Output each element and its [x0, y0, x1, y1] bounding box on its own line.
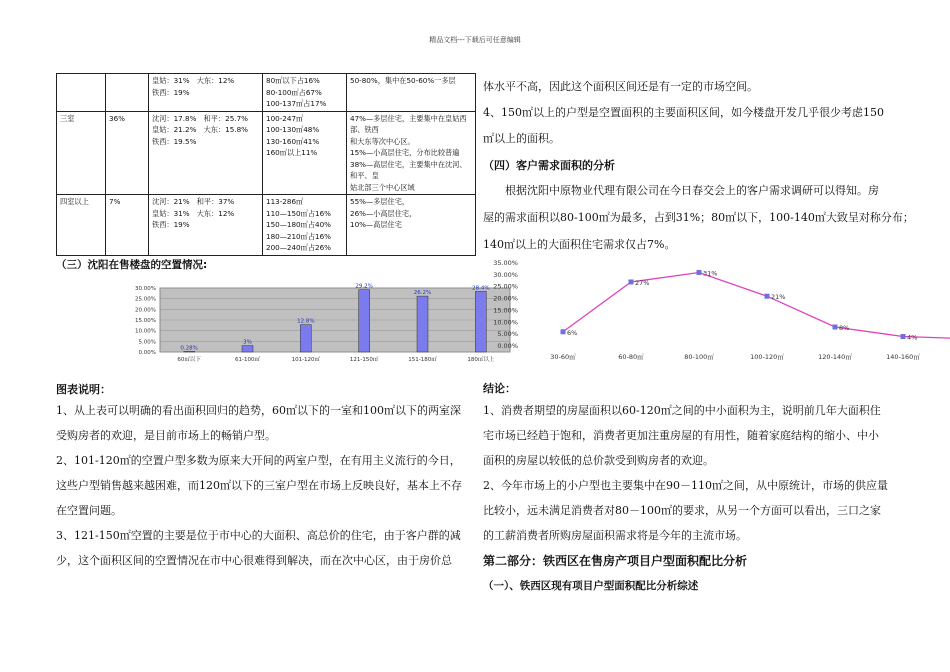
row-type-cell: 三室	[57, 111, 106, 195]
row-districts-cell	[149, 195, 263, 256]
left-paragraph-3: 3、121-150㎡空置的主要是位于市中心的大面积、高总价的住宅，由于客户群的减少，这个面积区间的空置情况在市中心很难得到解决，而在次中心区，由于房价总	[56, 529, 461, 567]
conclusion-line-2: 宅市场已经趋于饱和，消费者更加注重房屋的有用性，随着家庭结构的缩小、中小	[483, 429, 879, 442]
cell-line: 皇姑：31% 大东：12%	[152, 208, 235, 218]
conclusion-line-4: 2、今年市场上的小户型也主要集中在90－110㎡之间，从中原统计，市场的供应量	[483, 479, 888, 492]
cell-line: 15%—小高层住宅，分布比较普遍	[350, 148, 460, 157]
cell-line: 38%—高层住宅，主要集中在沈河、和平、皇	[350, 159, 467, 180]
y-tick-label: 15.00%	[135, 318, 156, 324]
section4-text	[483, 177, 950, 258]
cell-line: 皇姑：31% 大东：12%	[152, 76, 235, 85]
row-area-cell	[263, 195, 347, 256]
cell-line: 铁西：19%	[152, 220, 190, 229]
conclusion-line-5: 比较小，远未满足消费者对80－100㎡的要求，从另一个方面可以看出，三口之家	[483, 504, 881, 517]
cell-line: 80-100㎡占67%	[266, 87, 322, 97]
row-pct-cell: 7%	[106, 195, 149, 256]
y-tick-label: 5.00%	[497, 330, 518, 339]
conclusion-line-1: 1、消费者期望的房屋面积以60-120㎡之间的中小面积为主，说明前几年大面积住	[483, 404, 881, 417]
cell-line: 沈河：17.8% 和平：25.7%	[152, 113, 248, 123]
part2-title: 第二部分：铁西区在售房产项目户型面积配比分析	[483, 554, 748, 568]
demand-line-chart	[483, 255, 950, 367]
area-distribution-table	[56, 73, 476, 256]
y-tick-label: 35.00%	[493, 259, 518, 267]
bar-value-label: 3%	[243, 339, 252, 346]
bar-value-label: 0.28%	[180, 345, 198, 352]
x-tick-label: 151-180㎡	[408, 357, 437, 363]
conclusion-line-3: 面积的房屋以较低的总价款受到购房者的欢迎。	[483, 454, 714, 467]
cell-line: 铁西：19.5%	[152, 136, 197, 146]
section4-line-3: 140㎡以上的大面积住宅需求仅占7%。	[483, 238, 676, 251]
cell-line: 100-247㎡	[266, 113, 304, 123]
conclusion-text	[483, 398, 950, 548]
chart-explain-title: 图表说明：	[56, 383, 111, 396]
cell-line: 130-160㎡41%	[266, 136, 320, 146]
left-paragraphs	[56, 398, 471, 573]
cell-line: 铁西：19%	[152, 87, 190, 97]
cell-line: 50-80%，集中在50-60%一多层	[350, 76, 456, 85]
y-tick-label: 25.00%	[135, 296, 156, 303]
y-tick-label: 30.00%	[135, 286, 156, 292]
x-tick-label: 100-120㎡	[750, 353, 784, 361]
x-tick-label: 80-100㎡	[684, 353, 714, 361]
row-districts-cell	[149, 74, 263, 112]
cell-line: 110—150㎡占16%	[266, 208, 331, 218]
right-top-line-2: 4、150㎡以上的户型是空置面积的主要面积区间，如今楼盘开发几乎很少考虑150	[483, 106, 884, 119]
point-label: 27%	[635, 278, 650, 287]
x-tick-label: 120-140㎡	[818, 353, 852, 361]
y-tick-label: 0.00%	[138, 350, 156, 356]
right-top-text	[483, 74, 950, 152]
y-tick-label: 25.00%	[493, 282, 518, 291]
cell-line: 150—180㎡占40%	[266, 220, 331, 229]
series-line	[563, 272, 950, 338]
cell-line: 47%—多层住宅，主要集中在皇姑西部、铁西	[350, 113, 467, 134]
right-top-line-1: 体水平不高，因此这个面积区间还是有一定的市场空间。	[483, 80, 758, 93]
page-header: 精品文档---下载后可任意编辑	[429, 36, 521, 44]
cell-line: 180—210㎡占16%	[266, 231, 331, 241]
y-tick-label: 10.00%	[135, 328, 156, 335]
y-tick-label: 20.00%	[135, 307, 156, 314]
bar-value-label: 28.4%	[472, 285, 490, 292]
row-note-cell	[347, 74, 476, 112]
vacancy-bar-chart	[100, 280, 520, 365]
row-note-cell	[347, 195, 476, 256]
x-tick-label: 30-60㎡	[550, 353, 576, 361]
bar-value-label: 29.2%	[355, 283, 373, 290]
bar	[359, 290, 370, 352]
cell-line: 100-130㎡48%	[266, 125, 320, 134]
part2-subtitle: （一）、铁西区现有项目户型面积配比分析综述	[483, 580, 699, 592]
point-label: 6%	[567, 328, 578, 337]
data-point	[765, 294, 770, 299]
x-tick-label: 101-120㎡	[291, 357, 321, 363]
bar	[300, 325, 311, 352]
y-tick-label: 15.00%	[493, 306, 518, 315]
row-note-cell	[347, 111, 476, 195]
data-point	[901, 334, 906, 339]
section4-title: （四）客户需求面积的分析	[483, 159, 615, 172]
left-paragraph-2: 2、101-120㎡的空置户型多数为原来大开间的两室户型，在有用主义流行的今日，这些户型销售越来越困难，而120㎡以下的三室户型在市场上反映良好，基本上不存在空置问题。	[56, 454, 462, 517]
data-point	[629, 279, 634, 284]
table-row	[57, 195, 476, 256]
x-tick-label: 61-100㎡	[235, 357, 260, 363]
row-area-cell	[263, 111, 347, 195]
y-tick-label: 0.00%	[497, 342, 518, 350]
row-type-cell	[57, 74, 106, 112]
cell-line: 和大东等次中心区。	[350, 136, 415, 146]
cell-line: 100-137㎡占17%	[266, 99, 327, 108]
row-area-cell	[263, 74, 347, 112]
row-type-cell: 四室以上	[57, 195, 106, 256]
row-pct-cell	[106, 74, 149, 112]
x-tick-label: 60-80㎡	[618, 353, 644, 361]
cell-line: 200—240㎡占26%	[266, 243, 331, 252]
data-point	[561, 329, 566, 334]
cell-line: 55%—多层住宅，	[350, 197, 410, 206]
bar	[417, 296, 428, 352]
point-label: 4%	[907, 333, 918, 342]
vacancy-section-title: （三）沈阳在售楼盘的空置情况:	[56, 259, 208, 271]
cell-line: 皇姑：21.2% 大东：15.8%	[152, 125, 248, 134]
point-label: 8%	[839, 324, 850, 333]
cell-line: 沈河：21% 和平：37%	[152, 197, 235, 206]
row-pct-cell: 36%	[106, 111, 149, 195]
cell-line: 80㎡以下占16%	[266, 76, 320, 85]
x-tick-label: 60㎡以下	[177, 357, 201, 363]
x-tick-label: 180㎡以上	[467, 357, 495, 363]
y-tick-label: 30.00%	[493, 270, 518, 279]
bar-value-label: 26.2%	[413, 290, 432, 297]
cell-line: 姑北部三个中心区域	[350, 182, 415, 192]
bar-value-label: 12.8%	[297, 318, 315, 325]
table-row	[57, 74, 476, 112]
point-label: 21%	[771, 293, 786, 302]
table-row	[57, 111, 476, 195]
data-point	[697, 270, 702, 275]
left-paragraph-1: 1、从上表可以明确的看出面积回归的趋势，60㎡以下的一室和100㎡以下的两室深受购房者的欢迎，是目前市场上的畅销户型。	[56, 404, 461, 442]
row-districts-cell	[149, 111, 263, 195]
section4-line-1: 根据沈阳中原物业代理有限公司在今日春交会上的客户需求调研可以得知。房	[505, 184, 879, 197]
cell-line: 113-286㎡	[266, 197, 304, 206]
bar	[242, 346, 253, 352]
bar	[184, 351, 195, 352]
cell-line: 26%—小高层住宅，	[350, 208, 417, 218]
x-tick-label: 140-160㎡	[886, 353, 920, 361]
y-tick-label: 5.00%	[138, 339, 156, 346]
x-tick-label: 121-150㎡	[349, 357, 379, 363]
conclusion-title: 结论：	[483, 382, 516, 395]
conclusion-line-6: 的工薪消费者所购房屋面积需求将是今年的主流市场。	[483, 529, 747, 542]
cell-line: 10%—高层住宅	[350, 220, 402, 229]
data-point	[833, 325, 838, 330]
section4-line-2: 屋的需求面积以80-100㎡为最多，占到31%；80㎡以下，100-140㎡大致呈对称分布；	[483, 211, 914, 224]
y-tick-label: 10.00%	[493, 318, 518, 327]
point-label: 31%	[703, 269, 718, 278]
right-top-line-3: ㎡以上的面积。	[483, 132, 560, 145]
cell-line: 160㎡以上11%	[266, 148, 318, 157]
y-tick-label: 20.00%	[493, 294, 518, 303]
